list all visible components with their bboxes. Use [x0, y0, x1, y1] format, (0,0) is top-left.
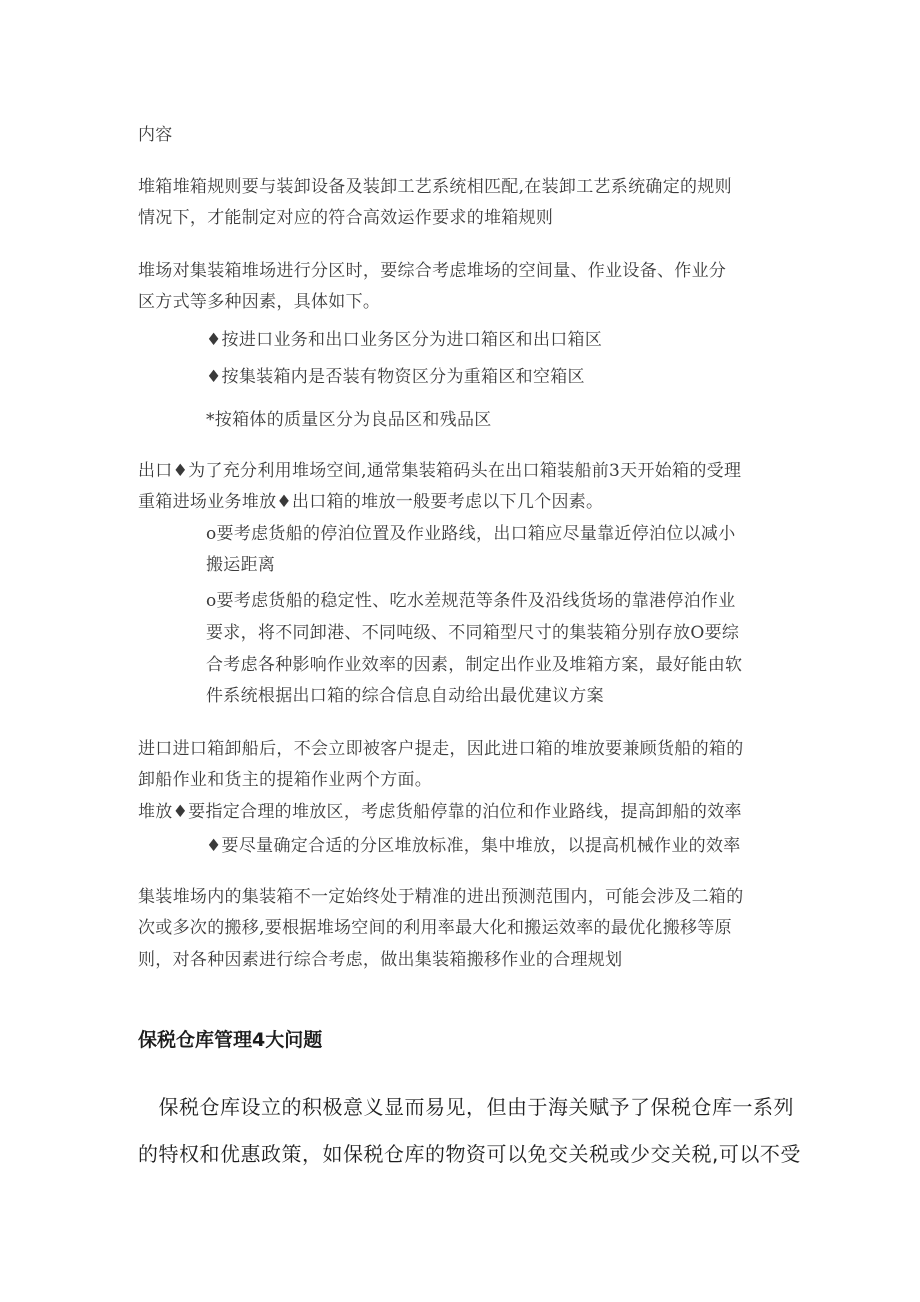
paragraph-line: 出口♦为了充分利用堆场空间,通常集装箱码头在出口箱装船前3天开始箱的受理: [138, 461, 742, 481]
paragraph-line: 区方式等多种因素，具体如下。: [138, 292, 381, 312]
paragraph-line: 堆场对集装箱堆场进行分区时，要综合考虑堆场的空间量、作业设备、作业分: [138, 261, 727, 281]
paragraph-line: 堆箱堆箱规则要与装卸设备及装卸工艺系统相匹配,在装卸工艺系统确定的规则: [138, 177, 732, 197]
paragraph-line: 情况下，才能制定对应的符合高效运作要求的堆箱规则: [138, 208, 554, 228]
bullet-item: ♦要尽量确定合适的分区堆放标准，集中堆放，以提高机械作业的效率: [206, 836, 741, 856]
paragraph-line: 集装堆场内的集装箱不一定始终处于精准的进出预测范围内，可能会涉及二箱的: [138, 887, 744, 907]
paragraph-line: 堆放♦要指定合理的堆放区，考虑货船停靠的泊位和作业路线，提高卸船的效率: [138, 802, 742, 822]
sub-item-line: o要考虑货船的稳定性、吃水差规范等条件及沿线货场的靠港停泊作业: [206, 591, 736, 611]
body-paragraph-line: 保税仓库设立的积极意义显而易见，但由于海关赋予了保税仓库一系列: [138, 1095, 794, 1119]
sub-item-line: 搬运距离: [206, 555, 276, 575]
paragraph-line: 则，对各种因素进行综合考虑，做出集装箱搬移作业的合理规划: [138, 950, 623, 970]
section-label: 内容: [138, 125, 173, 145]
bullet-item: ♦按集装箱内是否装有物资区分为重箱区和空箱区: [206, 367, 585, 387]
bullet-item: ♦按进口业务和出口业务区分为进口箱区和出口箱区: [206, 330, 603, 350]
body-paragraph-line: 的特权和优惠政策，如保税仓库的物资可以免交关税或少交关税,可以不受: [138, 1142, 801, 1166]
paragraph-line: 进口进口箱卸船后，不会立即被客户提走，因此进口箱的堆放要兼顾货船的箱的: [138, 739, 744, 759]
sub-item-line: o要考虑货船的停泊位置及作业路线，出口箱应尽量靠近停泊位以减小: [206, 524, 736, 544]
bullet-item: *按箱体的质量区分为良品区和残品区: [206, 410, 492, 430]
sub-item-line: 合考虑各种影响作业效率的因素，制定出作业及堆箱方案，最好能由软: [206, 655, 743, 675]
sub-item-line: 要求，将不同卸港、不同吨级、不同箱型尺寸的集装箱分别存放O要综: [206, 623, 740, 643]
section-heading: 保税仓库管理4大问题: [138, 1029, 323, 1051]
paragraph-line: 卸船作业和货主的提箱作业两个方面。: [138, 770, 433, 790]
sub-item-line: 件系统根据出口箱的综合信息自动给出最优建议方案: [206, 686, 604, 706]
paragraph-line: 次或多次的搬移,要根据堆场空间的利用率最大化和搬运效率的最优化搬移等原: [138, 918, 732, 938]
paragraph-line: 重箱进场业务堆放♦出口箱的堆放一般要考虑以下几个因素。: [138, 492, 604, 512]
